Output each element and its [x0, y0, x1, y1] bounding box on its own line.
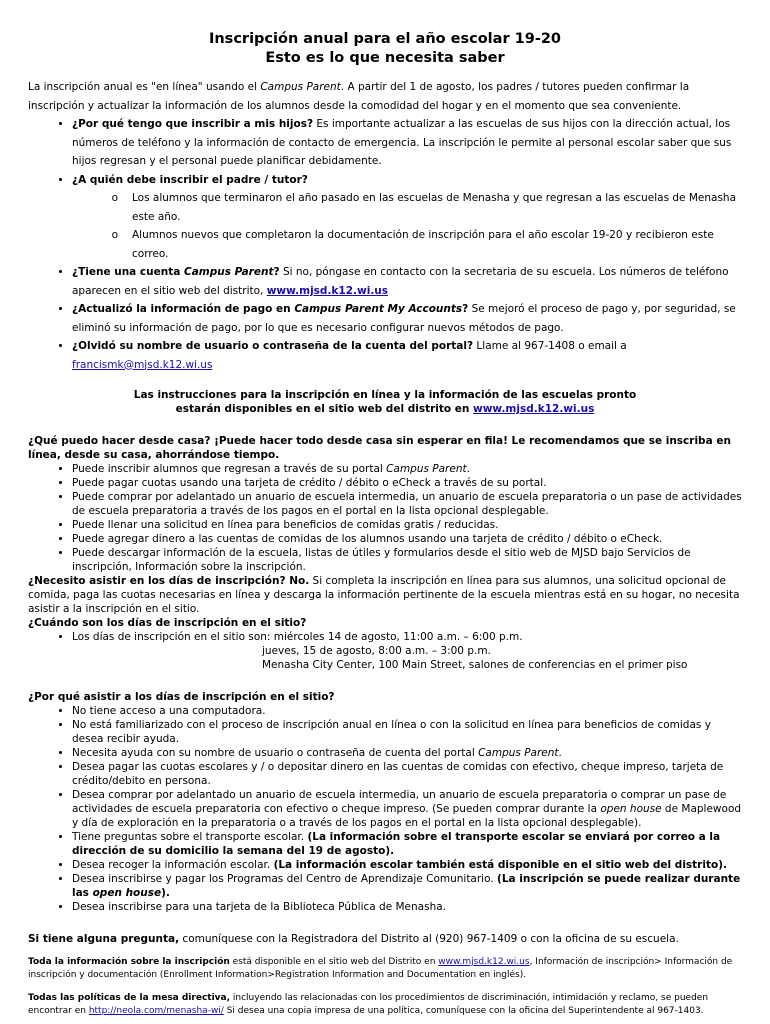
list-item: • Puede descargar información de la escuela, listas de útiles y formularios desde el sitio web de MJSD bajo Servicios de inscripción, Información sobre la inscripción. — [72, 546, 742, 574]
list-item: • ¿Actualizó la información de pago en Campus Parent My Accounts? Se mejoró el proceso de pago y, por seguridad, se eliminó su información de pago, por lo que es necesario configurar nuevos métodos de pago. — [72, 300, 742, 337]
intro-paragraph: La inscripción anual es "en línea" usando el Campus Parent. A partir del 1 de agosto, los padres / tutores pueden confirmar la inscripción y actualizar la información de los alumnos desde la comodidad del hogar y en el momento que sea conveniente. — [28, 81, 690, 112]
list-item: • Puede agregar dinero a las cuentas de comidas de los alumnos usando una tarjeta de crédito / débito o eCheck. — [72, 532, 742, 546]
list-item: • No está familiarizado con el proceso de inscripción anual en línea o con la solicitud en línea para beneficios de comidas y desea recibir ayuda. — [72, 718, 742, 746]
title-line-2: Esto es lo que necesita saber — [265, 50, 505, 66]
page-title — [28, 30, 742, 68]
list-item: • Puede llenar una solicitud en línea para beneficios de comidas gratis / reducidas. — [72, 518, 742, 532]
list-item: • Desea inscribirse para una tarjeta de la Biblioteca Pública de Menasha. — [72, 900, 742, 914]
list-item: • Necesita ayuda con su nombre de usuario o contraseña de cuenta del portal Campus Parent. — [72, 746, 742, 760]
attend-paragraph: ¿Necesito asistir en los días de inscripción? No. Si completa la inscripción en línea para sus alumnos, una solicitud opcional de comida, paga las cuotas necesarias en línea y descarga la información pertinente de la escuela mientras está en su hogar, no necesita asistir a la inscripción en el sitio. — [28, 575, 740, 615]
list-item: • Los días de inscripción en el sitio son: miércoles 14 de agosto, 11:00 a.m. – 6:00 p.m. jueves, 15 de agosto, 8:00 a.m. – 3:00 p.m. Menasha City Center, 100 Main Street, salones de conferencias en el primer piso — [72, 630, 742, 672]
when-list — [28, 630, 742, 672]
questions-paragraph: Si tiene alguna pregunta, comuníquese con la Registradora del Distrito al (920) 967-1409 o con la oficina de su escuela. — [28, 933, 679, 945]
list-item: • Puede pagar cuotas usando una tarjeta de crédito / débito o eCheck a través de su portal. — [72, 476, 742, 490]
list-item: • Desea inscribirse y pagar los Programas del Centro de Aprendizaje Comunitario. (La inscripción se puede realizar durante las open house). — [72, 872, 742, 900]
list-item: • Desea comprar por adelantado un anuario de escuela intermedia, un anuario de escuela preparatoria o comprar un pase de actividades de escuela preparatoria con efectivo o cheque impreso. (Se pueden comprar durante la open house de Maplewood y día de exploración en la preparatoria o a través de los pagos en el portal en la lista opcional desplegable). — [72, 788, 742, 830]
list-item: o Los alumnos que terminaron el año pasado en las escuelas de Menasha y que regresan a las escuelas de Menasha este año. — [118, 189, 742, 226]
schedule-line: jueves, 15 de agosto, 8:00 a.m. – 3:00 p.m. — [262, 645, 491, 657]
district-website-link[interactable]: www.mjsd.k12.wi.us — [438, 957, 530, 967]
list-item: • Desea pagar las cuotas escolares y / o depositar dinero en las cuentas de comidas con efectivo, cheque impreso, tarjeta de crédito/debito en persona. — [72, 760, 742, 788]
home-list — [28, 462, 742, 574]
who-sublist — [72, 189, 742, 263]
footer-enrollment-info: Toda la información sobre la inscripción está disponible en el sitio web del Distrito en www.mjsd.k12.wi.us, Información de inscripción> Información de inscripción y documentación (Enrollment Information>Registration Information and Documentation en inglés). — [28, 957, 733, 980]
district-website-link[interactable]: www.mjsd.k12.wi.us — [473, 403, 595, 415]
title-line-1: Inscripción anual para el año escolar 19-20 — [208, 31, 562, 47]
list-item: • ¿Olvidó su nombre de usuario o contraseña de la cuenta del portal? Llame al 967-1408 o email a francismk@mjsd.k12.wi.us — [72, 337, 742, 374]
why-attend-list — [28, 704, 742, 914]
when-heading: ¿Cuándo son los días de inscripción en el sitio? — [28, 617, 307, 629]
instructions-note: Las instrucciones para la inscripción en línea y la información de las escuelas pronto estarán disponibles en el sitio web del distrito en www.mjsd.k12.wi.us — [133, 389, 637, 415]
footer-policies: Todas las políticas de la mesa directiva, incluyendo las relacionadas con los procedimientos de discriminación, intimidación y reclamo, se pueden encontrar en http://neola.com/menasha-wi/ Si desea una copia impresa de una política, comuníquese con la oficina del Superintendente al 967-1403. — [28, 993, 709, 1016]
list-item: • Desea recoger la información escolar. (La información escolar también está disponible en el sitio web del distrito). — [72, 858, 742, 872]
list-item: • Puede inscribir alumnos que regresan a través de su portal Campus Parent. — [72, 462, 742, 476]
list-item: • No tiene acceso a una computadora. — [72, 704, 742, 718]
portal-name: Campus Parent — [260, 81, 341, 93]
district-website-link[interactable]: www.mjsd.k12.wi.us — [266, 284, 389, 297]
list-item: • ¿Tiene una cuenta Campus Parent? Si no, póngase en contacto con la secretaria de su escuela. Los números de teléfono aparecen en el sitio web del distrito, www.mjsd.k12.wi.us — [72, 263, 742, 300]
list-item: • ¿Por qué tengo que inscribir a mis hijos? Es importante actualizar a las escuelas de sus hijos con la dirección actual, los números de teléfono y la información de contacto de emergencia. La inscripción le permite al personal escolar saber que sus hijos regresan y el personal puede planificar debidamente. — [72, 115, 742, 171]
neola-policy-link[interactable]: http://neola.com/menasha-wi/ — [88, 1006, 224, 1016]
list-item: • ¿A quién debe inscribir el padre / tutor? o Los alumnos que terminaron el año pasado en las escuelas de Menasha y que regresan a las escuelas de Menasha este año. o Alumnos nuevos que completaron la documentación de inscripción para el año escolar 19-20 y recibieron este correo. — [72, 171, 742, 264]
list-item: o Alumnos nuevos que completaron la documentación de inscripción para el año escolar 19-20 y recibieron este correo. — [118, 226, 742, 263]
faq-list — [28, 115, 742, 374]
home-heading: ¿Qué puedo hacer desde casa? ¡Puede hacer todo desde casa sin esperar en fila! Le recomendamos que se inscriba en línea, desde su casa, ahorrándose tiempo. — [28, 435, 731, 461]
email-link[interactable]: francismk@mjsd.k12.wi.us — [72, 358, 213, 371]
list-item: • Puede comprar por adelantado un anuario de escuela intermedia, un anuario de escuela preparatoria o un pase de actividades de escuela preparatoria a través de los pagos en el portal en la lista opcional desplegable. — [72, 490, 742, 518]
list-item: • Tiene preguntas sobre el transporte escolar. (La información sobre el transporte escolar se enviará por correo a la dirección de su domicilio la semana del 19 de agosto). — [72, 830, 742, 858]
why-attend-heading: ¿Por qué asistir a los días de inscripción en el sitio? — [28, 691, 335, 703]
address-line: Menasha City Center, 100 Main Street, salones de conferencias en el primer piso — [262, 659, 688, 671]
